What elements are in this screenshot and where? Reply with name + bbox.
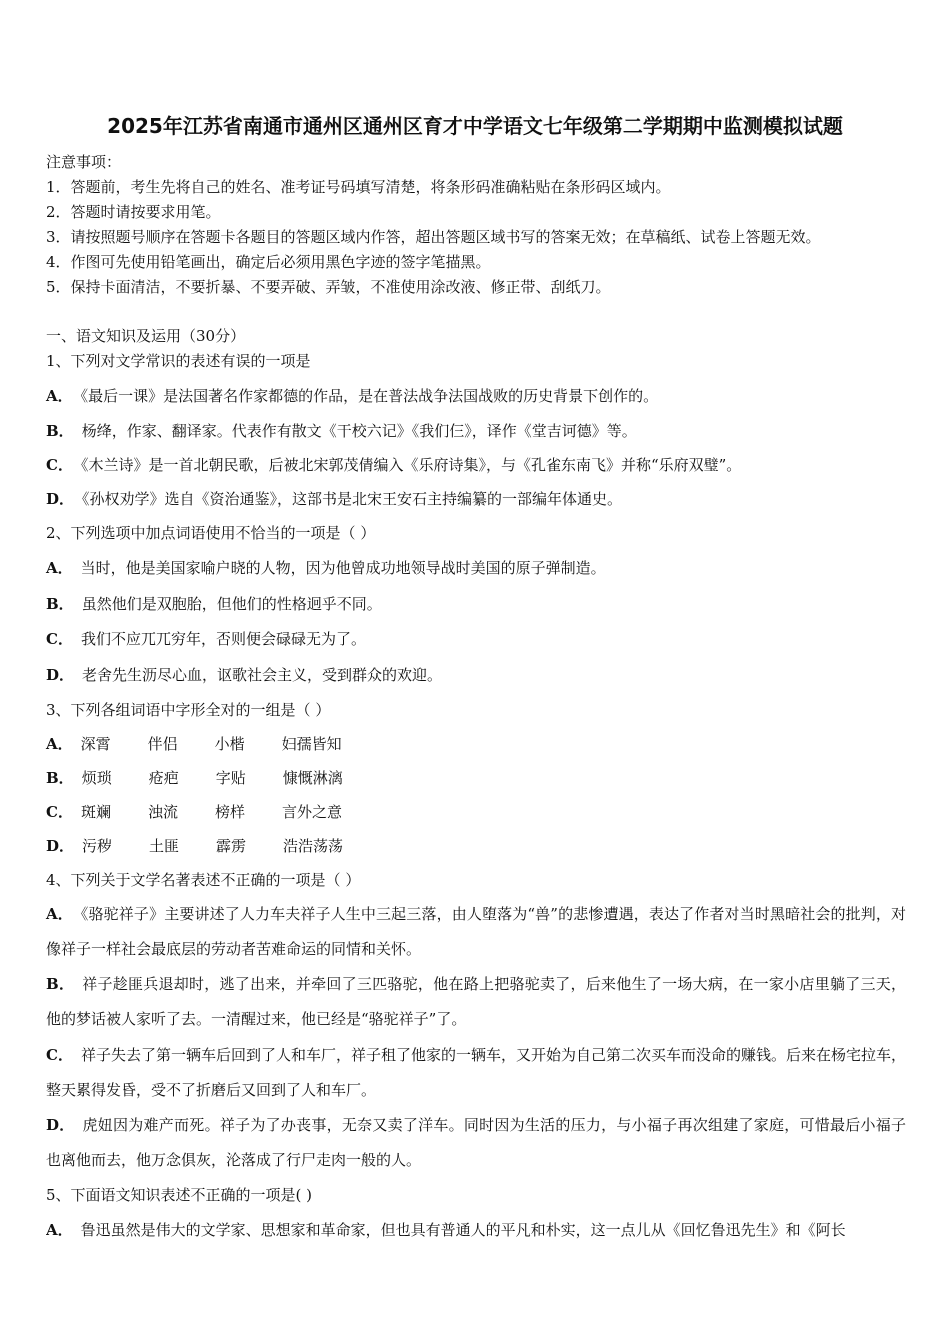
note-item: 5．保持卡面清洁，不要折暴、不要弄破、弄皱，不准使用涂改液、修正带、刮纸刀。 [46,278,611,296]
option-word: 浩浩荡荡 [283,837,344,855]
question-stem: 5、下面语文知识表述不正确的一项是( ) [46,1186,313,1204]
option [46,734,906,754]
option [46,768,906,788]
option [46,802,906,822]
notes-heading: 注意事项： [46,153,122,171]
option-word: 慷慨淋漓 [282,769,343,787]
option [46,558,906,578]
option-letter: D． [46,490,75,508]
section-heading: 一、语文知识及运用（30分） [46,327,246,345]
option [46,665,906,685]
option-word: 土匪 [149,837,180,855]
option [46,897,906,967]
option-text: 虽然他们是双胞胎，但他们的性格迥乎不同。 [81,595,382,613]
option-word: 伴侣 [147,735,178,753]
option-letter: B． [46,975,75,993]
note-item: 1．答题前，考生先将自己的姓名、准考证号码填写清楚，将条形码准确粘贴在条形码区域内。 [46,178,671,196]
note-item: 3．请按照题号顺序在答题卡各题目的答题区域内作答，超出答题区域书写的答案无效；在草稿纸、试卷上答题无效。 [46,228,821,246]
option-word: 字贴 [215,769,246,787]
option-word: 霹雳 [216,837,247,855]
option-text: 老舍先生沥尽心血，讴歌社会主义，受到群众的欢迎。 [82,666,443,684]
option [46,1108,906,1178]
option [46,386,906,406]
option-letter: B． [46,769,74,787]
option-letter: C． [46,456,73,474]
option-text: 虎妞因为难产而死。祥子为了办丧事，无奈又卖了洋车。同时因为生活的压力，与小福子再次组建了家庭，可惜最后小福子也离他而去，他万念俱灰，沦落成了行尸走肉一般的人。 [46,1116,906,1169]
option-text: 鲁迅虽然是伟大的文学家、思想家和革命家，但也具有普通人的平凡和朴实，这一点儿从《回忆鲁迅先生》和《阿长 [80,1221,846,1239]
option-text: 我们不应兀兀穷年，否则便会碌碌无为了。 [80,630,366,648]
option-word: 浊流 [147,803,178,821]
option-letter: A． [46,905,73,923]
option-word: 疮疤 [148,769,179,787]
option [46,967,906,1037]
option-letter: C． [46,1046,73,1064]
question-stem: 2、下列选项中加点词语使用不恰当的一项是（ ） [46,524,376,542]
option [46,421,906,441]
question-stem: 4、下列关于文学名著表述不正确的一项是（ ） [46,871,361,889]
option-text: 杨绛，作家、翻译家。代表作有散文《干校六记》《我们仨》，译作《堂吉诃德》等。 [81,422,637,440]
option-letter: A． [46,735,73,753]
option [46,489,906,509]
option [46,836,906,856]
option-word: 言外之意 [281,803,342,821]
option-word: 小楷 [214,735,245,753]
option-word: 妇孺皆知 [281,735,342,753]
option-text: 《最后一课》是法国著名作家都德的作品，是在普法战争法国战败的历史背景下创作的。 [80,387,659,405]
option [46,594,906,614]
option-word: 污秽 [82,837,113,855]
option-letter: A． [46,1221,73,1239]
option [46,1220,906,1240]
option-word: 深霄 [80,735,111,753]
option-word: 烦琐 [81,769,112,787]
option-letter: D． [46,1116,75,1134]
option-letter: D． [46,837,75,855]
option-text: 《木兰诗》是一首北朝民歌，后被北宋郭茂倩编入《乐府诗集》，与《孔雀东南飞》并称“乐府双璧”。 [80,456,742,474]
note-item: 4．作图可先使用铅笔画出，确定后必须用黑色字迹的签字笔描黑。 [46,253,491,271]
option-letter: C． [46,803,73,821]
option-text: 祥子趁匪兵退却时，逃了出来，并牵回了三匹骆驼，他在路上把骆驼卖了，后来他生了一场大病，在一家小店里躺了三天，他的梦话被人家听了去。一清醒过来，他已经是“骆驼祥子”了。 [46,975,906,1028]
option-letter: C． [46,630,73,648]
option-letter: B． [46,422,74,440]
option-letter: B． [46,595,74,613]
option-text: 当时，他是美国家喻户晓的人物，因为他曾成功地领导战时美国的原子弹制造。 [80,559,606,577]
question-stem: 1、下列对文学常识的表述有误的一项是 [46,352,311,370]
question-stem: 3、下列各组词语中字形全对的一组是（ ） [46,701,331,719]
option-letter: D． [46,666,75,684]
note-item: 2．答题时请按要求用笔。 [46,203,221,221]
option-text: 祥子失去了第一辆车后回到了人和车厂，祥子租了他家的一辆车，又开始为自己第二次买车而没命的赚钱。后来在杨宅拉车，整天累得发昏，受不了折磨后又回到了人和车厂。 [46,1046,906,1099]
option-word: 斑斓 [80,803,111,821]
option [46,455,906,475]
page-title: 2025年江苏省南通市通州区通州区育才中学语文七年级第二学期期中监测模拟试题 [107,114,843,138]
option-letter: A． [46,387,73,405]
option-text: 《骆驼祥子》主要讲述了人力车夫祥子人生中三起三落，由人堕落为“兽”的悲惨遭遇，表达了作者对当时黑暗社会的批判，对像祥子一样社会最底层的劳动者苦难命运的同情和关怀。 [46,905,907,958]
option-word: 榜样 [214,803,245,821]
option-text: 《孙权劝学》选自《资治通鉴》，这部书是北宋王安石主持编纂的一部编年体通史。 [82,490,623,508]
option-letter: A． [46,559,73,577]
option [46,1038,906,1108]
option [46,629,906,649]
